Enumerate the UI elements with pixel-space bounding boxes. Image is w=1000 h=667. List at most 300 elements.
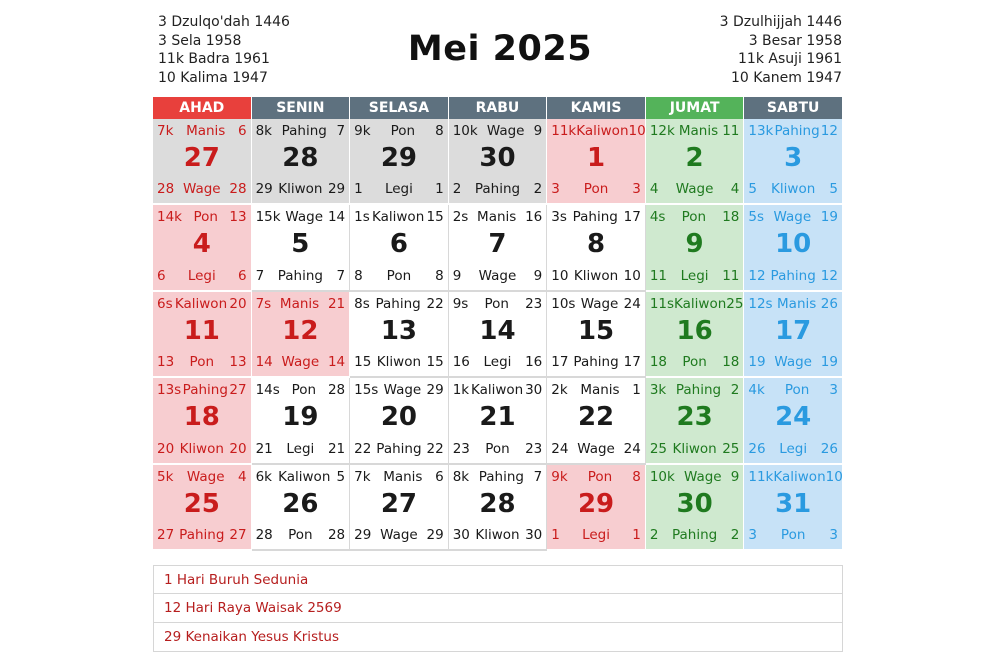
day-cell[interactable]: [449, 205, 548, 291]
javanese-day: 12: [748, 267, 766, 284]
cell-bottom-right: 11: [722, 267, 740, 284]
day-cell[interactable]: [350, 119, 449, 205]
day-number: 30: [676, 488, 713, 519]
pasaran-label: Pahing: [572, 209, 618, 226]
pasaran-label: Legi: [384, 181, 413, 198]
cell-bottom-line: [551, 268, 641, 284]
day-cell[interactable]: [744, 378, 843, 464]
day-cell[interactable]: [646, 465, 745, 551]
hijri-day: 5k: [157, 468, 174, 485]
hijri-day: 10s: [551, 295, 576, 312]
day-cell[interactable]: [252, 205, 351, 291]
cell-top-right: 15: [426, 209, 444, 226]
hijri-day: 15k: [255, 209, 281, 226]
day-cell[interactable]: [153, 292, 252, 378]
day-number: 17: [775, 315, 812, 346]
pasaran-label: Pahing: [573, 354, 619, 371]
cell-top-line: [748, 123, 838, 139]
day-cell[interactable]: [252, 119, 351, 205]
holiday-item: 29 Kenaikan Yesus Kristus: [153, 623, 843, 652]
pasaran-label: Pahing: [671, 526, 718, 543]
day-number: 3: [784, 143, 803, 173]
day-number: 11: [183, 315, 220, 346]
cell-top-right: 23: [525, 295, 543, 312]
pasaran-label: Pon: [291, 382, 317, 399]
day-cell[interactable]: [547, 465, 646, 551]
hijri-day: 2k: [551, 382, 568, 399]
day-number: 12: [282, 315, 319, 346]
cell-top-line: [649, 295, 744, 312]
pasaran-label: Kaliwon: [773, 468, 826, 485]
cell-bottom-right: 4: [730, 181, 740, 198]
day-number: 18: [183, 402, 220, 433]
pasaran-label: Pahing: [375, 295, 421, 312]
pasaran-label: Kliwon: [278, 181, 323, 198]
pasaran-label: Pahing: [770, 267, 816, 284]
pasaran-label: Wage: [580, 295, 619, 312]
pasaran-label: Legi: [187, 267, 216, 284]
cell-bottom-line: [354, 441, 444, 457]
day-cell[interactable]: [153, 378, 252, 464]
pasaran-label: Manis: [580, 382, 620, 399]
hijri-day: 3s: [551, 209, 567, 226]
pasaran-label: Kliwon: [573, 267, 619, 284]
cell-top-right: 1: [632, 382, 641, 399]
cell-bottom-line: [748, 268, 838, 284]
cell-top-line: [354, 209, 444, 225]
cell-bottom-right: 20: [229, 440, 247, 457]
cell-bottom-line: [748, 527, 838, 543]
hijri-day: 3k: [649, 382, 667, 399]
day-cell[interactable]: [350, 205, 449, 291]
javanese-day: 20: [157, 440, 175, 457]
cell-top-right: 8: [435, 123, 444, 139]
javanese-day: 11: [649, 267, 667, 284]
javanese-day: 29: [354, 526, 372, 543]
cell-top-right: 5: [336, 468, 346, 485]
day-number: 31: [775, 488, 812, 519]
javanese-day: 24: [551, 440, 569, 457]
cell-bottom-line: [551, 181, 641, 197]
hijri-day: 10k: [649, 468, 675, 485]
day-cell[interactable]: [547, 292, 646, 378]
day-number: 5: [291, 229, 310, 260]
javanese-day: 28: [157, 181, 175, 198]
day-cell[interactable]: [252, 292, 351, 378]
cell-bottom-right: 21: [327, 440, 346, 457]
hijri-day: 1s: [354, 209, 370, 226]
cell-bottom-line: [551, 527, 641, 543]
cell-top-right: 24: [623, 295, 641, 312]
javanese-day: 21: [255, 440, 273, 457]
cell-top-right: 7: [336, 123, 346, 139]
cell-top-right: 10: [825, 468, 843, 485]
cell-top-right: 11: [722, 123, 740, 139]
day-number: 22: [577, 402, 615, 433]
day-number: 13: [380, 315, 417, 346]
pasaran-label: Kliwon: [376, 354, 422, 371]
day-number: 4: [192, 229, 211, 260]
pasaran-label: Kaliwon: [576, 123, 629, 139]
day-number: 29: [577, 488, 615, 519]
cell-top-right: 19: [820, 209, 838, 226]
weekday-header-fri: JUMAT: [646, 97, 745, 119]
cell-bottom-right: 30: [525, 526, 543, 543]
cell-top-right: 21: [327, 295, 346, 312]
weekday-header-tue: SELASA: [350, 97, 449, 119]
pasaran-label: Pahing: [675, 382, 722, 399]
cell-bottom-right: 25: [722, 440, 740, 457]
javanese-day: 5: [748, 181, 757, 198]
cell-bottom-right: 28: [229, 181, 247, 198]
cell-bottom-right: 19: [820, 354, 838, 371]
hijri-day: 8s: [354, 295, 370, 312]
cell-top-line: [256, 209, 346, 225]
javanese-day: 22: [354, 440, 372, 457]
hijri-day: 1k: [452, 382, 470, 399]
cell-bottom-line: [748, 441, 838, 457]
day-cell[interactable]: [252, 378, 351, 464]
cell-bottom-line: [551, 354, 641, 370]
cell-bottom-right: 5: [829, 181, 838, 198]
cell-bottom-line: [354, 181, 444, 197]
pasaran-label: Pahing: [182, 382, 228, 399]
weekday-header-row: [153, 97, 843, 119]
pasaran-label: Kliwon: [672, 440, 717, 457]
holiday-list: [153, 565, 843, 652]
cell-top-line: [256, 382, 346, 398]
cell-top-right: 28: [327, 382, 346, 399]
pasaran-label: Wage: [186, 468, 225, 485]
cell-top-right: 2: [730, 382, 740, 399]
hijri-day: 11s: [649, 295, 675, 312]
day-cell[interactable]: [153, 465, 252, 551]
pasaran-label: Pon: [583, 181, 609, 198]
cell-top-line: [551, 296, 641, 312]
hijri-day: 6k: [255, 468, 272, 485]
day-number: 2: [685, 143, 704, 173]
day-number: 20: [380, 402, 417, 433]
day-number: 7: [488, 229, 507, 260]
cell-bottom-line: [650, 181, 740, 197]
cell-top-line: [453, 382, 543, 398]
pasaran-label: Kliwon: [771, 181, 816, 198]
cell-top-line: [453, 469, 543, 485]
cell-bottom-line: [157, 441, 247, 457]
cell-top-right: 6: [435, 468, 444, 485]
day-number: 27: [380, 488, 417, 519]
cell-top-right: 8: [632, 468, 641, 485]
cell-top-right: 25: [726, 295, 744, 312]
calendar-grid: [153, 119, 843, 551]
pasaran-label: Pon: [390, 123, 416, 139]
cell-bottom-line: [256, 268, 346, 284]
cell-bottom-right: 10: [623, 267, 641, 284]
info-right-line: 3 Dzulhijjah 1446: [719, 14, 842, 30]
javanese-day: 3: [551, 181, 560, 198]
pasaran-label: Pon: [485, 440, 510, 457]
hijri-day: 8k: [452, 468, 470, 485]
day-cell[interactable]: [646, 119, 745, 205]
cell-top-line: [354, 382, 444, 398]
javanese-day: 25: [649, 440, 667, 457]
pasaran-label: Pon: [193, 209, 218, 226]
cell-top-line: [256, 469, 346, 485]
day-number: 10: [775, 229, 812, 260]
javanese-day: 19: [748, 354, 766, 371]
cell-top-right: 27: [229, 382, 247, 399]
day-number: 19: [282, 402, 319, 433]
cell-bottom-right: 29: [327, 181, 346, 198]
cell-top-line: [551, 123, 646, 139]
cell-bottom-line: [748, 354, 838, 370]
javanese-day: 6: [157, 267, 166, 284]
cell-top-line: [748, 296, 838, 312]
javanese-day: 3: [748, 526, 757, 543]
pasaran-label: Pahing: [774, 123, 820, 139]
cell-bottom-line: [650, 354, 740, 370]
cell-bottom-line: [157, 354, 247, 370]
cell-bottom-line: [256, 181, 346, 197]
info-left-line: 11k Badra 1961: [158, 51, 270, 68]
pasaran-label: Pon: [780, 526, 806, 543]
pasaran-label: Manis: [477, 209, 517, 226]
cell-bottom-line: [453, 268, 543, 284]
cell-bottom-right: 13: [229, 354, 247, 371]
pasaran-label: Pahing: [179, 526, 225, 543]
pasaran-label: Manis: [186, 123, 226, 139]
hijri-day: 2s: [452, 209, 469, 226]
cell-top-line: [453, 296, 543, 312]
pasaran-label: Pon: [682, 354, 707, 371]
javanese-day: 23: [452, 440, 470, 457]
cell-bottom-right: 12: [820, 267, 838, 284]
day-number: 8: [586, 229, 606, 260]
cell-top-right: 6: [237, 123, 247, 139]
day-cell[interactable]: [153, 205, 252, 291]
pasaran-label: Legi: [483, 354, 512, 371]
holiday-item: 12 Hari Raya Waisak 2569: [153, 594, 843, 623]
pasaran-label: Kaliwon: [470, 382, 524, 399]
day-cell[interactable]: [646, 378, 745, 464]
cell-bottom-right: 14: [327, 354, 346, 371]
pasaran-label: Legi: [779, 440, 808, 457]
cell-bottom-right: 28: [327, 526, 346, 543]
pasaran-label: Pahing: [376, 440, 422, 457]
cell-bottom-line: [453, 354, 543, 370]
cell-bottom-line: [157, 527, 247, 543]
cell-top-right: 16: [525, 209, 543, 226]
cell-top-right: 30: [525, 382, 543, 399]
cell-bottom-right: 29: [426, 526, 444, 543]
cell-top-right: 20: [229, 295, 247, 312]
pasaran-label: Wage: [774, 354, 812, 371]
cell-bottom-right: 18: [722, 354, 740, 371]
cell-bottom-right: 2: [730, 526, 740, 543]
pasaran-label: Manis: [383, 468, 423, 485]
cell-bottom-line: [650, 268, 740, 284]
pasaran-label: Manis: [777, 295, 817, 312]
cell-bottom-line: [453, 527, 543, 543]
javanese-day: 17: [551, 354, 569, 371]
cell-top-line: [157, 209, 247, 225]
day-cell[interactable]: [744, 292, 843, 378]
javanese-day: 2: [452, 181, 462, 198]
hijri-day: 10k: [452, 123, 478, 139]
cell-bottom-right: 16: [525, 354, 543, 371]
cell-bottom-right: 2: [533, 181, 543, 198]
day-number: 27: [183, 143, 220, 173]
pasaran-label: Pon: [681, 209, 707, 226]
hijri-day: 7s: [255, 295, 272, 312]
day-number: 6: [389, 229, 408, 260]
weekday-header-sat: SABTU: [744, 97, 843, 119]
cell-bottom-line: [256, 527, 346, 543]
hijri-day: 5s: [748, 209, 764, 226]
day-number: 25: [183, 488, 220, 519]
hijri-day: 12k: [649, 123, 675, 139]
cell-bottom-right: 9: [533, 267, 543, 284]
javanese-day: 2: [649, 526, 659, 543]
day-cell[interactable]: [449, 292, 548, 378]
day-cell[interactable]: [547, 119, 646, 205]
cell-bottom-right: 3: [632, 181, 641, 198]
javanese-day: 7: [255, 267, 265, 284]
cell-top-right: 3: [829, 382, 838, 399]
day-number: 24: [775, 402, 812, 433]
cell-top-line: [256, 296, 346, 312]
cell-bottom-line: [354, 268, 444, 284]
day-cell[interactable]: [350, 378, 449, 464]
cell-top-right: 26: [820, 295, 838, 312]
hijri-day: 12s: [748, 295, 773, 312]
pasaran-label: Pahing: [277, 267, 323, 284]
pasaran-label: Wage: [675, 181, 714, 198]
cell-bottom-right: 15: [426, 354, 444, 371]
cell-bottom-right: 7: [336, 267, 346, 284]
cell-top-line: [551, 209, 641, 225]
day-cell[interactable]: [449, 119, 548, 205]
cell-top-right: 4: [237, 468, 247, 485]
hijri-day: 8k: [255, 123, 272, 139]
day-cell[interactable]: [449, 465, 548, 551]
cell-top-line: [157, 296, 247, 312]
pasaran-label: Pon: [587, 468, 613, 485]
day-cell[interactable]: [547, 205, 646, 291]
info-right: [720, 13, 842, 88]
hijri-day: 13k: [748, 123, 774, 139]
day-cell[interactable]: [646, 292, 745, 378]
calendar: [153, 97, 843, 551]
cell-bottom-right: 22: [426, 440, 444, 457]
pasaran-label: Wage: [285, 209, 324, 226]
day-cell[interactable]: [744, 465, 843, 551]
hijri-day: 4k: [748, 382, 765, 399]
pasaran-label: Wage: [683, 468, 722, 485]
weekday-header-wed: RABU: [449, 97, 548, 119]
cell-top-right: 22: [426, 295, 444, 312]
cell-top-right: 18: [722, 209, 740, 226]
cell-bottom-right: 17: [623, 354, 641, 371]
info-right-line: 3 Besar 1958: [748, 32, 842, 49]
hijri-day: 11k: [748, 468, 774, 485]
day-cell[interactable]: [350, 292, 449, 378]
pasaran-label: Wage: [486, 123, 525, 139]
day-number: 9: [685, 229, 704, 260]
hijri-day: 6s: [157, 295, 173, 312]
cell-top-right: 13: [229, 209, 247, 226]
cell-top-line: [354, 123, 444, 139]
cell-bottom-line: [354, 527, 444, 543]
day-cell[interactable]: [153, 119, 252, 205]
cell-top-line: [551, 382, 641, 398]
pasaran-label: Wage: [773, 209, 812, 226]
cell-top-line: [453, 123, 543, 139]
cell-bottom-right: 23: [525, 440, 543, 457]
cell-bottom-line: [157, 268, 247, 284]
hijri-day: 11k: [551, 123, 577, 139]
javanese-day: 28: [255, 526, 273, 543]
hijri-day: 14s: [255, 382, 280, 399]
cell-top-line: [157, 382, 247, 398]
cell-top-right: 17: [623, 209, 641, 226]
pasaran-label: Wage: [281, 354, 320, 371]
pasaran-label: Wage: [383, 382, 422, 399]
javanese-day: 10: [551, 267, 569, 284]
javanese-day: 18: [649, 354, 667, 371]
javanese-day: 15: [354, 354, 372, 371]
day-cell[interactable]: [449, 378, 548, 464]
javanese-day: 16: [452, 354, 470, 371]
day-cell[interactable]: [646, 205, 745, 291]
day-number: 15: [577, 315, 615, 346]
day-cell[interactable]: [744, 119, 843, 205]
weekday-header-thu: KAMIS: [547, 97, 646, 119]
day-cell[interactable]: [350, 465, 449, 551]
cell-bottom-line: [650, 527, 740, 543]
day-cell[interactable]: [547, 378, 646, 464]
hijri-day: 9s: [452, 295, 469, 312]
day-number: 30: [479, 143, 516, 173]
cell-bottom-line: [748, 181, 838, 197]
pasaran-label: Pahing: [478, 468, 524, 485]
pasaran-label: Manis: [279, 295, 320, 312]
pasaran-label: Pon: [484, 295, 509, 312]
hijri-day: 9k: [551, 468, 568, 485]
day-number: 23: [676, 402, 713, 433]
holiday-item: 1 Hari Buruh Sedunia: [153, 565, 843, 594]
weekday-header-sun: AHAD: [153, 97, 252, 119]
day-cell[interactable]: [744, 205, 843, 291]
cell-bottom-right: 26: [820, 440, 838, 457]
cell-bottom-right: 6: [237, 267, 247, 284]
day-cell[interactable]: [252, 465, 351, 551]
info-right-line: 10 Kanem 1947: [731, 70, 842, 87]
pasaran-label: Pon: [784, 382, 810, 399]
hijri-day: 7k: [157, 123, 174, 139]
cell-top-line: [453, 209, 543, 225]
weekday-header-mon: SENIN: [252, 97, 351, 119]
cell-top-line: [551, 469, 641, 485]
cell-bottom-line: [157, 181, 247, 197]
pasaran-label: Legi: [680, 267, 709, 284]
pasaran-label: Pahing: [281, 123, 327, 139]
pasaran-label: Pon: [386, 267, 412, 284]
cell-bottom-line: [650, 441, 740, 457]
pasaran-label: Legi: [582, 526, 610, 543]
cell-bottom-right: 1: [632, 526, 641, 543]
cell-top-line: [650, 469, 740, 485]
